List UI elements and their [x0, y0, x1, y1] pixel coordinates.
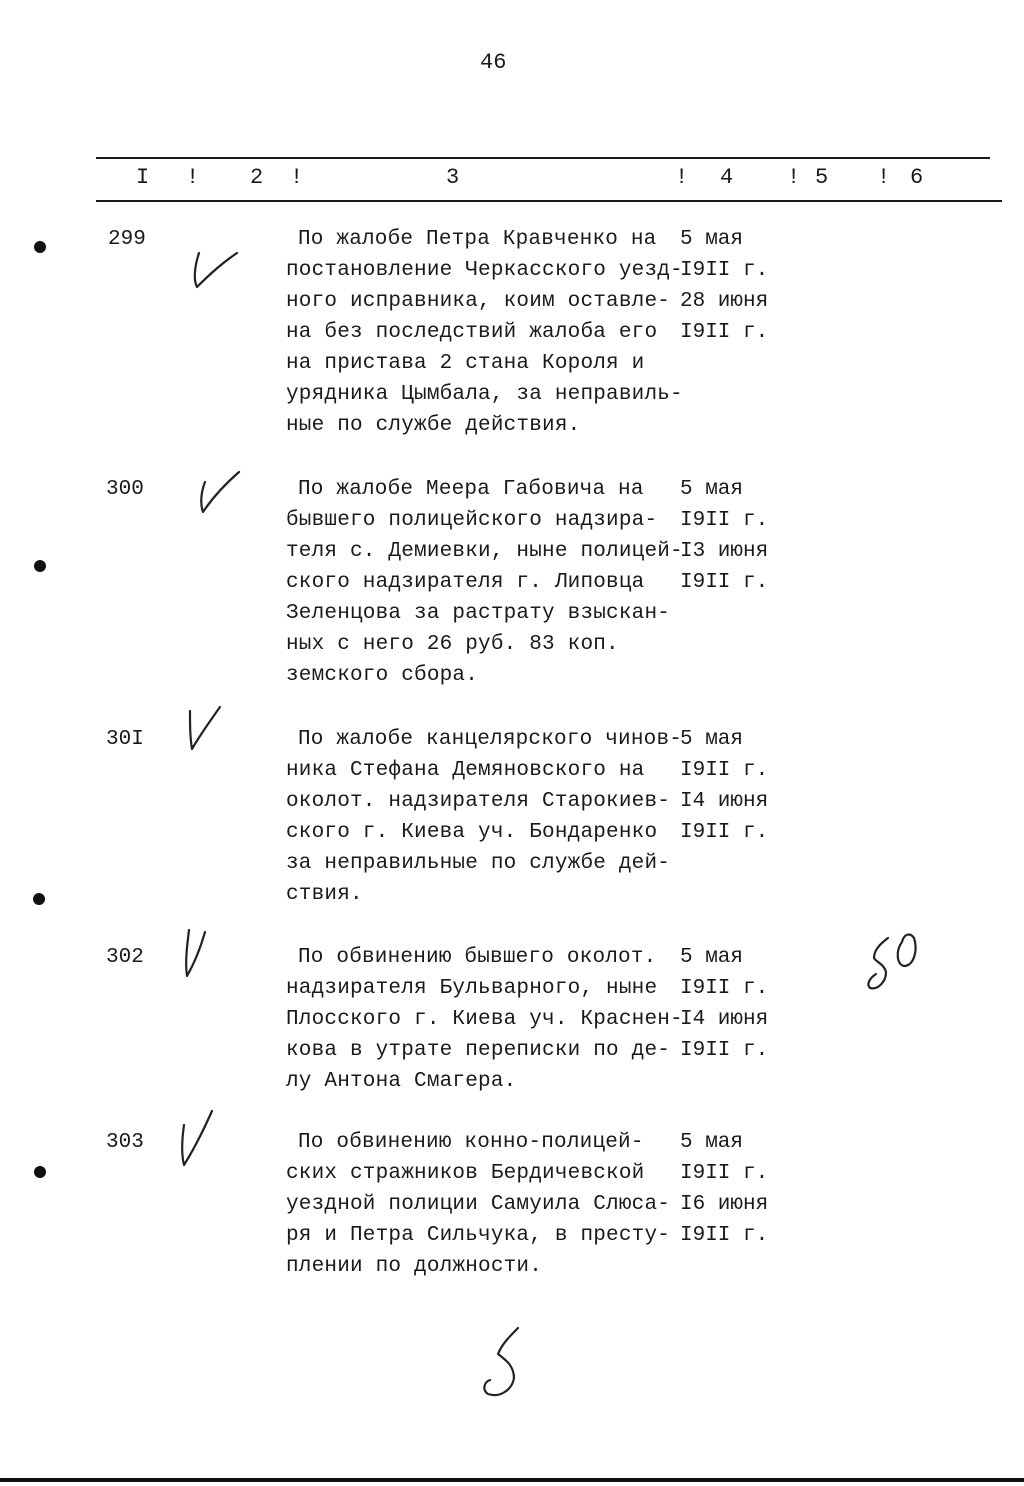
- entry-text-line: Плосского г. Киева уч. Краснен-: [286, 1008, 683, 1031]
- entry-number: 302: [106, 946, 144, 969]
- column-header-6: 6: [910, 165, 924, 190]
- entry-date-line: 5 мая: [680, 946, 744, 969]
- entry-text-line: лу Антона Смагера.: [286, 1070, 517, 1093]
- column-separator: !: [290, 165, 304, 190]
- header-bottom-rule: [96, 200, 1002, 202]
- entry-date-line: 5 мая: [680, 228, 744, 251]
- handwritten-checkmark-icon: [195, 468, 245, 518]
- binder-hole: [34, 241, 46, 253]
- entry-date-line: I9II г.: [680, 509, 769, 532]
- entry-date-line: 5 мая: [680, 728, 744, 751]
- column-header-2: 2: [250, 165, 264, 190]
- entry-number: 30I: [106, 728, 144, 751]
- entry-date-line: I4 июня: [680, 790, 769, 813]
- entry-date-line: I9II г.: [680, 259, 769, 282]
- entry-text-line: ского г. Киева уч. Бондаренко: [286, 821, 658, 844]
- binder-hole: [33, 893, 45, 905]
- entry-text-line: ских стражников Бердичевской: [286, 1162, 645, 1185]
- page-number: 46: [480, 50, 507, 75]
- entry-text-line: ствия.: [286, 883, 363, 906]
- entry-text-line: ника Стефана Демяновского на: [286, 759, 645, 782]
- column-header-3: 3: [446, 165, 460, 190]
- entry-date-line: I9II г.: [680, 759, 769, 782]
- entry-date-line: I9II г.: [680, 1224, 769, 1247]
- entry-text-line: ные по службе действия.: [286, 414, 581, 437]
- entry-date-line: I9II г.: [680, 1039, 769, 1062]
- column-separator: !: [186, 165, 200, 190]
- entry-text-line: постановление Черкасского уезд-: [286, 259, 683, 282]
- handwritten-checkmark-icon: [185, 245, 245, 295]
- entry-date-line: I6 июня: [680, 1193, 769, 1216]
- entry-text-line: По жалобе Петра Кравченко на: [298, 228, 657, 251]
- entry-text-line: бывшего полицейского надзира-: [286, 509, 658, 532]
- entry-text-line: ского надзирателя г. Липовца: [286, 571, 645, 594]
- entry-text-line: уездной полиции Самуила Слюса-: [286, 1193, 671, 1216]
- entry-text-line: на пристава 2 стана Короля и: [286, 352, 645, 375]
- entry-text-line: теля с. Демиевки, ныне полицей-: [286, 540, 683, 563]
- column-header-4: 4: [720, 165, 734, 190]
- entry-text-line: По жалобе Меера Габовича на: [298, 478, 644, 501]
- entry-text-line: По обвинению конно-полицей-: [298, 1131, 644, 1154]
- binder-hole: [34, 560, 46, 572]
- entry-date-line: I9II г.: [680, 1162, 769, 1185]
- binder-hole: [34, 1166, 46, 1178]
- handwritten-checkmark-icon: [175, 922, 220, 982]
- entry-text-line: земского сбора.: [286, 664, 479, 687]
- entry-text-line: за неправильные по службе дей-: [286, 852, 671, 875]
- column-header-1: I: [136, 165, 150, 190]
- entry-number: 299: [108, 228, 146, 251]
- entry-date-line: I4 июня: [680, 1008, 769, 1031]
- entry-text-line: плении по должности.: [286, 1255, 543, 1278]
- header-top-rule: [96, 157, 990, 159]
- entry-date-line: 5 мая: [680, 1131, 744, 1154]
- entry-text-line: околот. надзирателя Старокиев-: [286, 790, 671, 813]
- column-header-5: 5: [815, 165, 829, 190]
- entry-text-line: надзирателя Бульварного, ныне: [286, 977, 658, 1000]
- entry-text-line: ного исправника, коим оставле-: [286, 290, 671, 313]
- entry-text-line: урядника Цымбала, за неправиль-: [286, 383, 683, 406]
- entry-text-line: По жалобе канцелярского чинов-: [298, 728, 683, 751]
- entry-date-line: I9II г.: [680, 321, 769, 344]
- entry-number: 300: [106, 478, 144, 501]
- entry-text-line: кова в утрате переписки по де-: [286, 1039, 671, 1062]
- entry-date-line: I9II г.: [680, 821, 769, 844]
- entry-date-line: I9II г.: [680, 571, 769, 594]
- entry-text-line: По обвинению бывшего околот.: [298, 946, 657, 969]
- column-separator: !: [675, 165, 689, 190]
- handwritten-note-5: [470, 1320, 540, 1410]
- handwritten-checkmark-icon: [182, 705, 232, 755]
- entry-text-line: на без последствий жалоба его: [286, 321, 658, 344]
- column-separator: !: [877, 165, 891, 190]
- entry-text-line: ря и Петра Сильчука, в престу-: [286, 1224, 671, 1247]
- entry-text-line: ных с него 26 руб. 83 коп.: [286, 633, 619, 656]
- entry-date-line: I3 июня: [680, 540, 769, 563]
- entry-text-line: Зеленцова за растрату взыскан-: [286, 602, 671, 625]
- entry-date-line: 28 июня: [680, 290, 769, 313]
- entry-date-line: I9II г.: [680, 977, 769, 1000]
- entry-date-line: 5 мая: [680, 478, 744, 501]
- entry-number: 303: [106, 1131, 144, 1154]
- handwritten-checkmark-icon: [172, 1105, 222, 1170]
- page-bottom-edge: [0, 1478, 1024, 1482]
- column-separator: !: [787, 165, 801, 190]
- handwritten-note-50: [860, 920, 930, 1000]
